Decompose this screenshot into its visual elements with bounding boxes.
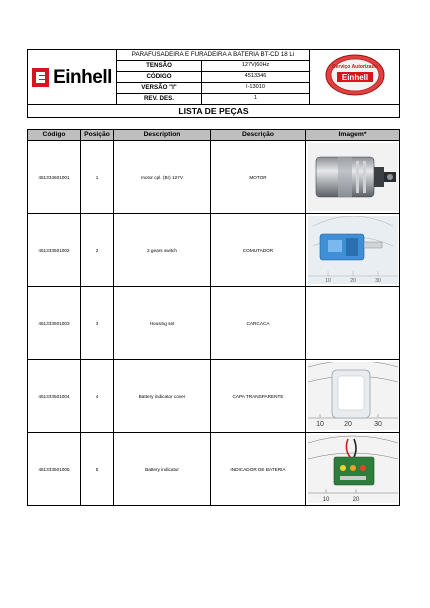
table-row	[28, 141, 400, 214]
tensao-value: 127V|60Hz	[202, 61, 310, 72]
scale-label: 10	[324, 278, 331, 284]
rev-des-label: REV. DES.	[117, 94, 202, 105]
codigo-label: CÓDIGO	[117, 72, 202, 83]
codigo-value: 4513346	[202, 72, 310, 83]
cell-codigo: 451333501005	[28, 433, 81, 506]
col-header-codigo: Código	[28, 130, 81, 141]
scale-label: 10	[322, 497, 329, 503]
indicator-image	[308, 435, 398, 503]
table-row	[28, 287, 400, 360]
scale-label: 20	[349, 278, 356, 284]
cell-codigo: 451333501004	[28, 360, 81, 433]
table-row	[28, 360, 400, 433]
motor-image	[308, 143, 398, 211]
col-header-imagem: Imagem*	[306, 130, 400, 141]
cell-image	[306, 287, 400, 360]
cell-image	[306, 141, 400, 214]
col-header-description: Description	[114, 130, 211, 141]
einhell-logo-icon	[32, 68, 49, 87]
table-row	[28, 214, 400, 287]
cell-image	[306, 214, 400, 287]
col-header-descricao: Descrição	[211, 130, 306, 141]
cell-posicao: 1	[81, 141, 114, 214]
cell-descricao: INDICADOR DE BATERIA	[211, 433, 306, 506]
product-title: PARAFUSADEIRA E FURADEIRA A BATERIA BT-CD 18 Li	[117, 50, 310, 61]
cell-description: 2 gears switch	[114, 214, 211, 287]
tensao-label: TENSÃO	[117, 61, 202, 72]
cell-image	[306, 360, 400, 433]
cell-description: motor cpl. (Br) 127V	[114, 141, 211, 214]
table-row	[28, 433, 400, 506]
cell-codigo: 451334601001	[28, 141, 81, 214]
cell-description: Housing set	[114, 287, 211, 360]
cell-description: Battery indicator	[114, 433, 211, 506]
scale-label: 30	[373, 421, 382, 428]
cell-descricao: COMUTADOR	[211, 214, 306, 287]
scale-label: 10	[315, 421, 324, 428]
cover-image	[308, 362, 398, 430]
cell-posicao: 2	[81, 214, 114, 287]
seal-top-text: Serviço Autorizado	[331, 64, 378, 70]
versao-value: I-13010	[202, 83, 310, 94]
scale-label: 20	[343, 421, 352, 428]
switch-image	[308, 216, 398, 284]
service-seal	[310, 50, 400, 105]
cell-posicao: 3	[81, 287, 114, 360]
seal-brand-text: Einhell	[341, 73, 368, 82]
cell-image	[306, 433, 400, 506]
cell-descricao: MOTOR	[211, 141, 306, 214]
rev-des-value: 1	[202, 94, 310, 105]
col-header-posicao: Posição	[81, 130, 114, 141]
cell-posicao: 5	[81, 433, 114, 506]
cell-descricao: CARCACA	[211, 287, 306, 360]
cell-codigo: 451333501002	[28, 214, 81, 287]
cell-description: Battery indicator cover	[114, 360, 211, 433]
list-title: LISTA DE PEÇAS	[28, 105, 400, 118]
versao-label: VERSÃO "I"	[117, 83, 202, 94]
cell-codigo: 451333501003	[28, 287, 81, 360]
parts-table	[27, 129, 400, 506]
authorized-service-seal-icon	[324, 53, 386, 97]
cell-posicao: 4	[81, 360, 114, 433]
scale-label: 20	[352, 497, 359, 503]
cell-descricao: CAPA TRANSPARENTE	[211, 360, 306, 433]
brand-logo: Einhell	[28, 50, 117, 105]
header-block	[27, 49, 400, 118]
scale-label: 30	[374, 278, 381, 284]
